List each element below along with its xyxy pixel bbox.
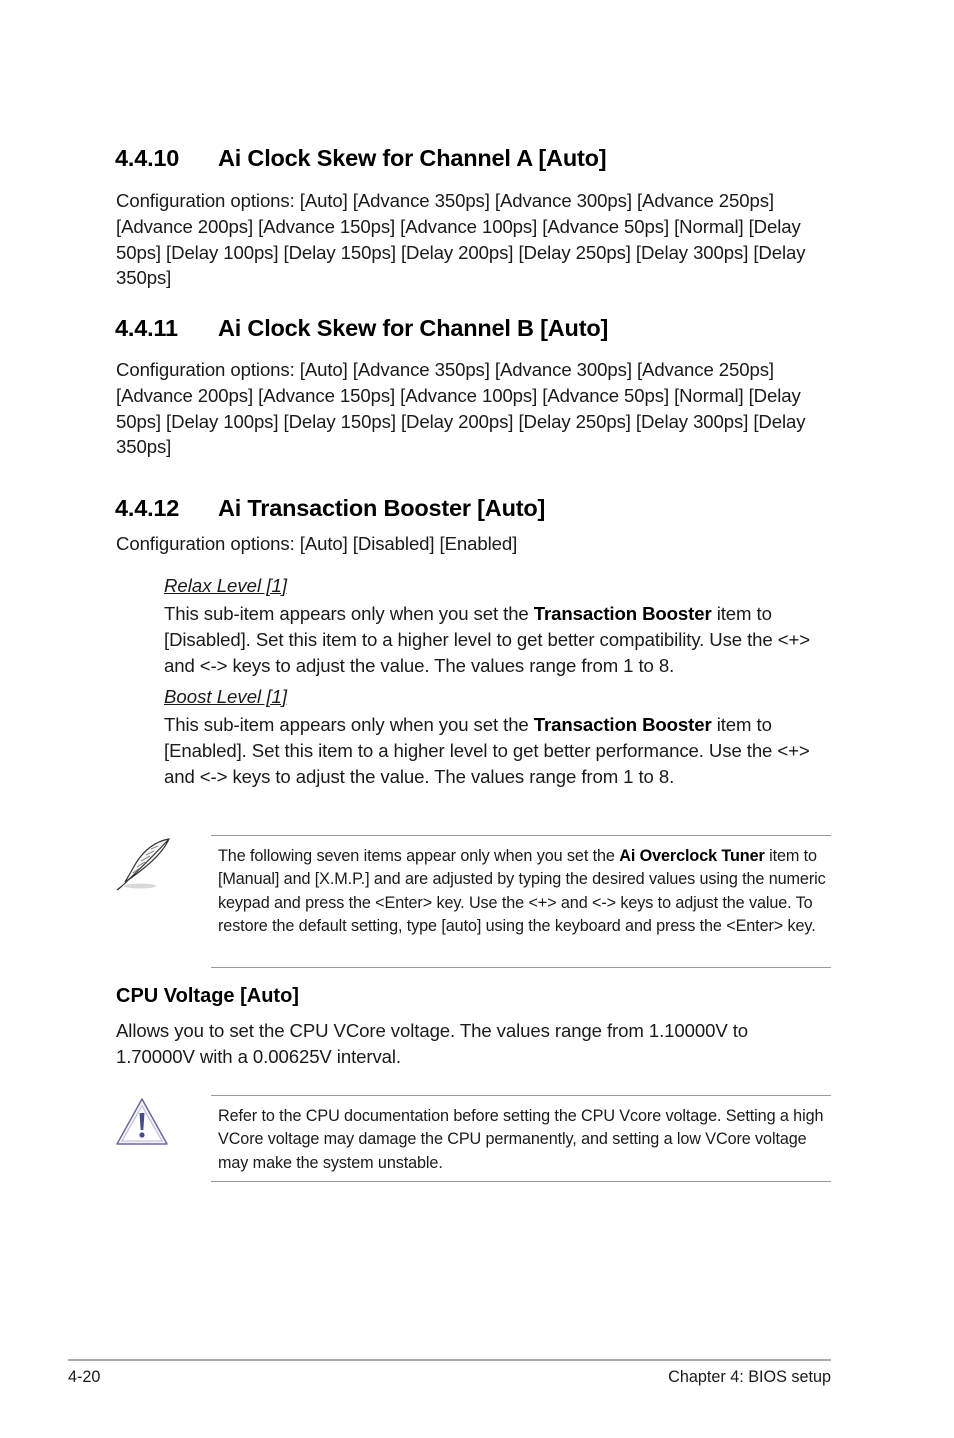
page-number: 4-20: [68, 1368, 101, 1386]
boost-text-bold: Transaction Booster: [533, 714, 712, 735]
section-4-4-11-options: Configuration options: [Auto] [Advance 350ps] [Advance 300ps] [Advance 250ps] [Advance 200ps] [Advance 150ps] [Advance 100ps] [Advance 50ps] [Normal] [Delay 50ps] [Delay 100ps] [Delay 150ps] [Delay 200ps] [Delay 250ps] [Delay 300ps] [Delay 350ps]: [116, 359, 806, 458]
relax-level-description: [164, 601, 829, 678]
cpu-voltage-description: Allows you to set the CPU VCore voltage. The values range from 1.10000V to 1.70000V with a 0.00625V interval.: [116, 1020, 749, 1067]
section-title: Ai Clock Skew for Channel B [Auto]: [218, 315, 609, 341]
relax-level-title: Relax Level [1]: [164, 575, 287, 596]
boost-level-description: [164, 712, 829, 789]
section-number: 4.4.11: [115, 315, 178, 341]
section-4-4-10-options: Configuration options: [Auto] [Advance 350ps] [Advance 300ps] [Advance 250ps] [Advance 200ps] [Advance 150ps] [Advance 100ps] [Advance 50ps] [Normal] [Delay 50ps] [Delay 100ps] [Delay 150ps] [Delay 200ps] [Delay 250ps] [Delay 300ps] [Delay 350ps]: [116, 190, 806, 289]
note-text: [218, 845, 833, 938]
relax-text-pre: This sub-item appears only when you set the: [164, 603, 534, 624]
section-title: Ai Clock Skew for Channel A [Auto]: [218, 145, 607, 171]
note-bottom-rule: [211, 967, 831, 968]
note-top-rule: [211, 835, 831, 836]
section-number: 4.4.10: [115, 145, 180, 171]
feather-pen-icon: [114, 836, 172, 892]
section-heading-4-4-10: [115, 145, 606, 172]
relax-text-post: item to [Disabled]. Set this item to a higher level to get better compatibility. Use the <+> and <-> keys to adjust the value. The values range from 1 to 8.: [164, 603, 810, 676]
boost-text-pre: This sub-item appears only when you set the: [164, 714, 534, 735]
relax-text-bold: Transaction Booster: [533, 603, 712, 624]
boost-text-post: item to [Enabled]. Set this item to a higher level to get better performance. Use the <+> and <-> keys to adjust the value. The values range from 1 to 8.: [164, 714, 810, 787]
warning-text: Refer to the CPU documentation before setting the CPU Vcore voltage. Setting a high VCore voltage may damage the CPU permanently, and setting a low VCore voltage may make the system unstable.: [218, 1107, 824, 1172]
boost-level-title: Boost Level [1]: [164, 686, 288, 707]
section-title: Ai Transaction Booster [Auto]: [218, 495, 546, 521]
footer-rule: [68, 1359, 831, 1361]
section-4-4-12-options: Configuration options: [Auto] [Disabled] [Enabled]: [116, 533, 518, 554]
cpu-voltage-title: CPU Voltage [Auto]: [116, 985, 299, 1007]
note-text-post: item to [Manual] and [X.M.P.] and are adjusted by typing the desired values using the numeric keypad and press the <Enter> key. Use the <+> and <-> keys to adjust the value. To restore the default setting, type [auto] using the keyboard and press the <Enter> key.: [218, 847, 826, 935]
note-text-bold: Ai Overclock Tuner: [619, 847, 765, 865]
warning-top-rule: [211, 1095, 831, 1096]
section-heading-4-4-12: [115, 495, 545, 522]
warning-bottom-rule: [211, 1181, 831, 1182]
chapter-label: Chapter 4: BIOS setup: [668, 1368, 831, 1386]
section-number: 4.4.12: [115, 495, 180, 521]
section-heading-4-4-11: [115, 315, 608, 342]
warning-triangle-icon: [115, 1096, 169, 1148]
note-text-pre: The following seven items appear only when you set the: [218, 847, 620, 865]
